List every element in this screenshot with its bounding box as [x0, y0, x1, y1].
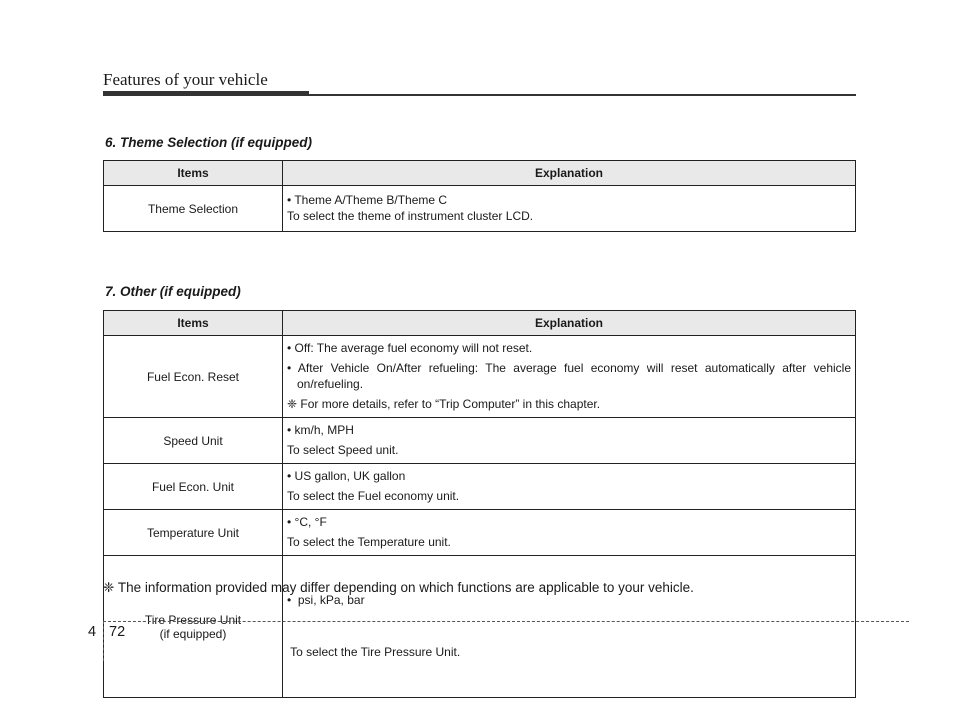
- explanation-cell: [283, 418, 856, 464]
- explanation-line: To select the Tire Pressure Unit.: [287, 645, 461, 659]
- explanation-line: To select the Temperature unit.: [287, 535, 451, 549]
- explanation-line: • °C, °F: [287, 515, 327, 529]
- section-title-theme-selection: 6. Theme Selection (if equipped): [105, 135, 313, 150]
- item-temperature-unit: Temperature Unit: [104, 510, 283, 556]
- explanation-line: • After Vehicle On/After refueling: The average fuel economy will reset automatically after vehicle on/refueling.: [287, 361, 851, 391]
- table-header-row: [104, 161, 856, 186]
- column-header-items: Items: [104, 161, 283, 186]
- footnote: ❈ The information provided may differ depending on which functions are applicable to your vehicle.: [103, 580, 694, 595]
- table-row: [104, 336, 856, 418]
- item-tire-pressure-unit: [104, 556, 283, 698]
- chapter-number: 4: [88, 624, 97, 640]
- explanation-cell: [283, 510, 856, 556]
- explanation-cell: [283, 336, 856, 418]
- theme-selection-table: [103, 160, 856, 232]
- explanation-line: To select the Fuel economy unit.: [287, 489, 460, 503]
- table-row: [104, 556, 856, 698]
- header-rule-thin: [309, 94, 856, 96]
- table-row: [104, 510, 856, 556]
- explanation-line: • Theme A/Theme B/Theme C: [287, 193, 448, 207]
- column-header-items: Items: [104, 311, 283, 336]
- page-header-title: Features of your vehicle: [103, 70, 268, 89]
- page-number: 72: [109, 624, 126, 640]
- footer-dashed-divider: [103, 621, 104, 661]
- other-settings-table: [103, 310, 856, 698]
- explanation-line: • km/h, MPH: [287, 423, 354, 437]
- explanation-cell: [283, 556, 856, 698]
- item-fuel-econ-unit: Fuel Econ. Unit: [104, 464, 283, 510]
- explanation-line: • psi, kPa, bar: [287, 593, 365, 607]
- item-label-sub: (if equipped): [159, 626, 227, 641]
- explanation-cell: [283, 464, 856, 510]
- explanation-note: ❈ For more details, refer to “Trip Computer” in this chapter.: [287, 397, 601, 411]
- table-row: [104, 186, 856, 232]
- item-speed-unit: Speed Unit: [104, 418, 283, 464]
- item-label: Tire Pressure Unit: [144, 612, 242, 627]
- explanation-line: To select Speed unit.: [287, 443, 399, 457]
- table-row: [104, 464, 856, 510]
- explanation-line: To select the theme of instrument cluster LCD.: [287, 209, 534, 223]
- explanation-line: • US gallon, UK gallon: [287, 469, 406, 483]
- section-title-other: 7. Other (if equipped): [105, 284, 241, 299]
- header-rule-thick: [103, 91, 309, 96]
- footer-dashed-rule: [103, 621, 909, 622]
- table-header-row: [104, 311, 856, 336]
- explanation-line: • Off: The average fuel economy will not reset.: [287, 341, 533, 355]
- column-header-explanation: Explanation: [283, 161, 856, 186]
- item-theme-selection: Theme Selection: [104, 186, 283, 232]
- item-fuel-econ-reset: Fuel Econ. Reset: [104, 336, 283, 418]
- explanation-cell: [283, 186, 856, 232]
- column-header-explanation: Explanation: [283, 311, 856, 336]
- table-row: [104, 418, 856, 464]
